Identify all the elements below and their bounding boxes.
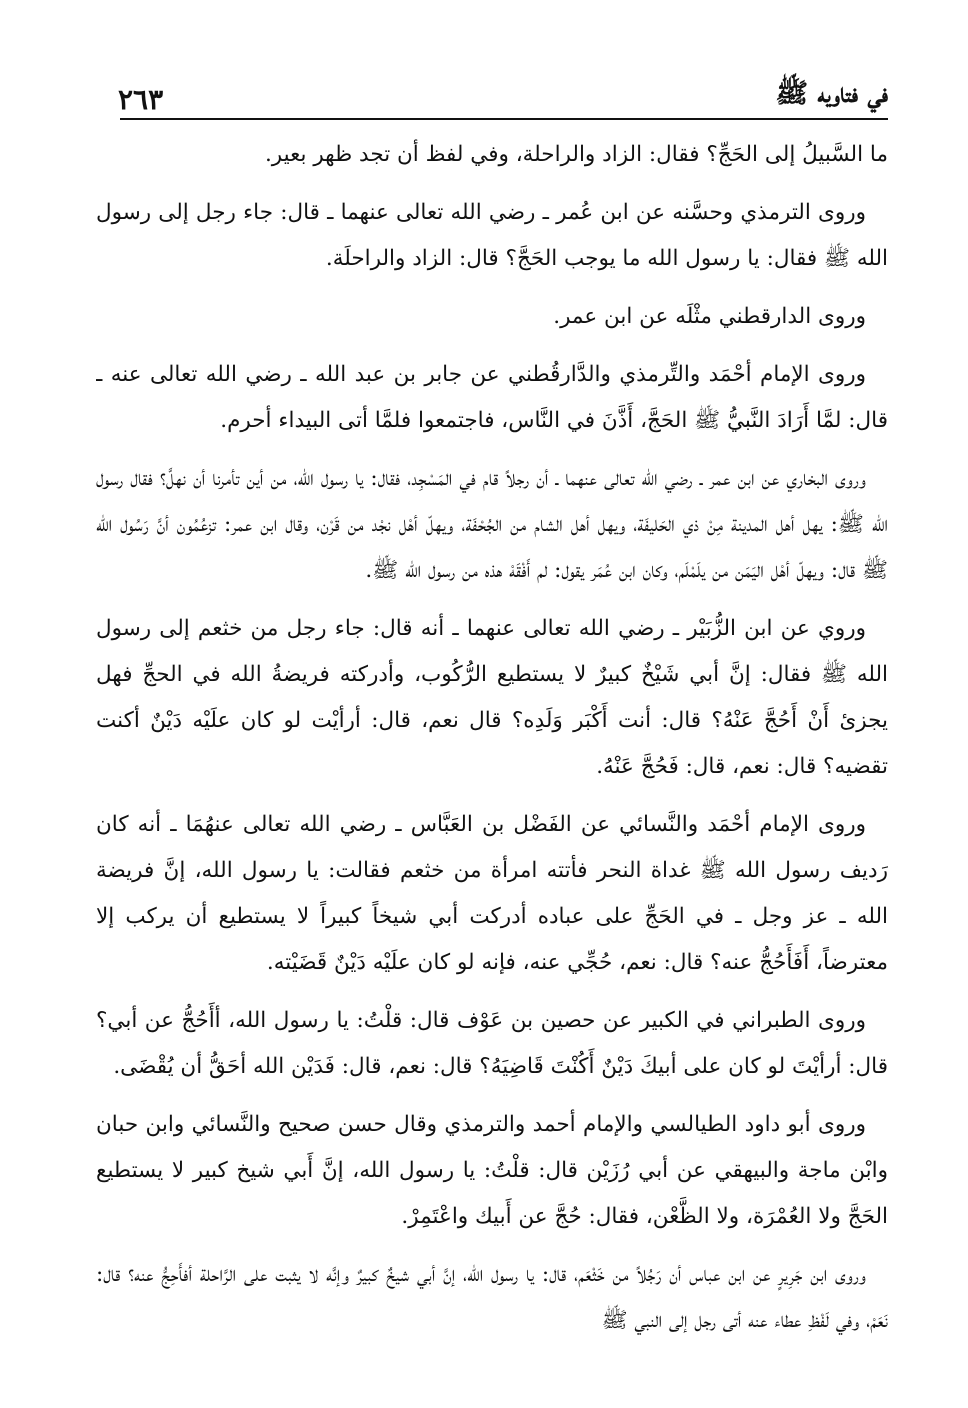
page-body	[96, 126, 888, 1396]
running-title: في فتاويه ﷺ	[775, 78, 888, 109]
page-header	[118, 72, 888, 116]
paragraph-4: وروى الإمام أحْمَد والتِّرمذي والدَّارقُطني عن جابر بن عبد الله ـ رضي الله تعالى عنه ـ قال: لمَّا أَرَادَ النَّبيُّ ﷺ الحَجَّ، أَذَّنَ في النَّاس، فاجتمعوا فلمَّا أتى البيداء أحرم.	[96, 362, 888, 433]
paragraph-8: وروى الطبراني في الكبير عن حصين بن عَوْف قال: قلْتُ: يا رسول الله، أأَحُجُّ عن أبي؟ قال: أرأيْتَ لو كان على أبيكَ دَيْنٌ أَكُنْتَ قَاضِيَهُ؟ قال: نعم، قال: فَدَيْن الله أحَقُّ أن يُقْضَى.	[96, 1008, 888, 1079]
paragraph-2: وروى الترمذي وحسَّنه عن ابن عُمر ـ رضي الله تعالى عنهما ـ قال: جاء رجل إلى رسول الله ﷺ فقال: يا رسول الله ما يوجب الحَجَّ؟ قال: الزاد والراحلَة.	[96, 200, 888, 271]
paragraph-7: وروى الإمام أحْمَد والنَّسائي عن الفَضْل بن العَبَّاس ـ رضي الله تعالى عنهُمَا ـ أنه كان رَديف رسول الله ﷺ غداة النحر فأتته امرأة من خثعم فقالت: يا رسول الله، إنَّ فريضة الله ـ عز وجل ـ في الحَجِّ على عباده أدركت أبي شيخاً كبيراً لا يستطيع أن يركب إلا معترضاً، أَفَأَحُجُّ عنه؟ قال: نعم، حُجِّي عنه، فإنه لو كان علَيْه دَيْنٌ قَضَيْته.	[96, 812, 888, 975]
paragraph-1: ما السَّبيلُ إلى الحَجِّ؟ فقال: الزاد والراحلة، وفي لفظ أن تجد ظهر بعير.	[264, 142, 888, 167]
paragraph-9: وروى أبو داود الطيالسي والإمام أحمد والترمذي وقال حسن صحيح والنَّسائي وابن حبان وابْن ماجة والبيهقي عن أبي رُزَيْن قال: قلْتُ: يا رسول الله، إنَّ أَبي شيخ كبير لا يستطيع الحَجَّ ولا العُمْرَة، ولا الظَّعْن، فقال: حُجَّ عن أَبيك واعْتَمِرْ.	[96, 1112, 888, 1229]
paragraph-10: وروى ابن جَرِيرٍ عن ابن عباس أن رَجُلاً من خَثْعَم، قال: يا رسول الله، إنَّ أبي شيخٌ كبيرٌ وإنَّه لا يثبت على الرَّاحلة أفأَحِجُّ عنه؟ قال: نَعَمْ، وفي لَفْظِ عطاء عنه أتى رجل إلى النبي ﷺ	[96, 1262, 888, 1333]
paragraph-6: وروي عن ابن الزُّبَيْر ـ رضي الله تعالى عنهما ـ أنه قال: جاء رجل من خثعم إلى رسول الله ﷺ فقال: إنَّ أبي شَيْخٌ كبيرٌ لا يستطيع الرُّكُوب، وأدركته فريضةُ الله في الحجِّ فهل يجزئ أَنْ أَحُجَّ عَنْهُ؟ قال: أنت أَكْبَر وَلَدِه؟ قال نعم، قال: أرأيْت لو كان علَيْه دَيْنٌ أكنت تقضيه؟ قال: نعم، قال: فَحُجَّ عَنْهُ.	[96, 616, 888, 779]
paragraph-5: وروى البخاري عن ابن عمر ـ رضي الله تعالى عنهما ـ أن رجلاً قام في المَسْجِد، فقال: يا رسول الله، من أين تأمرنا أن نهلَّ؟ فقال رسول الله ﷺ: يهل أهل المدينة مِنْ ذي الحَليفَة، ويهل أهل الشام من الجُحْفَة، ويهلّ أهْل نجْد من قَرْن، وقال ابن عمر: تزعُمُون أنَّ رَسُول الله ﷺ قال: ويهلّ أهْل اليَمَن من يلَمْلَم، وكان ابن عُمَر يقول: لم أَفْقَهْ هذه من رسول الله ﷺ.	[96, 466, 888, 583]
page-number: ٢٦٣	[118, 83, 164, 116]
header-rule	[120, 118, 888, 120]
paragraph-3: وروى الدارقطني مثْلَه عن ابن عمر.	[553, 304, 866, 329]
